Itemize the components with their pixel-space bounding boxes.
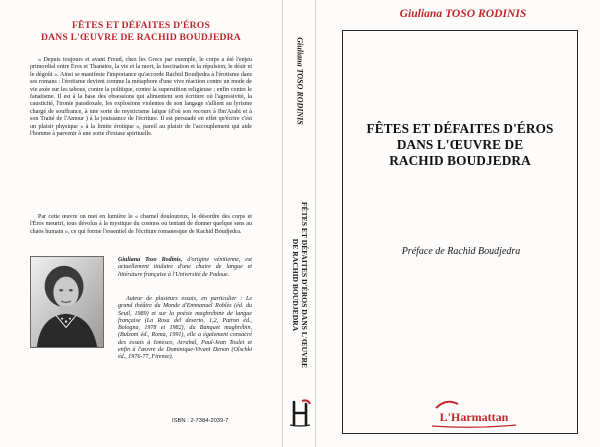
bio-author-name: Giuliana Toso Rodinis, xyxy=(118,257,183,263)
author-photo xyxy=(30,256,104,348)
publisher-name: L'Harmattan xyxy=(439,410,509,424)
front-frame xyxy=(342,30,578,434)
author-portrait-icon xyxy=(31,257,103,347)
back-cover-title xyxy=(30,20,252,44)
bio-intro-text: d'origine vénitienne, est actuellement titulaire d'une chaire de langue et littérature française à l'Université de Padoue. xyxy=(118,257,252,278)
spine-title-line-2: DE RACHID BOUDJEDRA xyxy=(291,238,300,332)
harmattan-h-logo-icon xyxy=(288,398,312,428)
author-bio-intro xyxy=(118,257,252,279)
publisher xyxy=(424,396,524,428)
back-cover-blurb: « Depuis toujours et avant Freud, chez les Grecs par exemple, le corps a été l'enjeu primordial entre Éros et Thanatos, la vie et la mort, la fascination et la répulsion, le désir et le dégoût ». Ainsi se manifeste l'importance qu'accorde Rachid Boudjedra à l'érotisme dans ses romans : l'érotisme devient comme la métaphore d'une vive réaction contre un mode de vie axée sur les tabous, contre la politique, contre la superstition religieuse ; enfin contre le fanatisme. Il est à la base des obsessions qui alimentent son écriture où l'agressivité, la causticité, l'ironie paradoxale, les explosions violentes de son langage s'allient au lyrisme chargé de souffrance, à une sorte de mysticisme laïque (d'où son recours à Ibn'Arabi et à son Traité de l'Amour ) à la jouissance de l'écriture. Il est persuadé en effet qu'écrire c'est un plaisir physique « à la limite érotique », pareil au plaisir de l'accouplement qui aide l'homme à parvenir à une sorte d'extase spirituelle. xyxy=(30,57,252,138)
isbn: ISBN : 2-7384-2039-7 xyxy=(172,418,229,424)
preface-credit: Préface de Rachid Boudjedra xyxy=(401,246,521,257)
front-author: Giuliana TOSO RODINIS xyxy=(399,7,527,20)
front-title-line-3: RACHID BOUDJEDRA xyxy=(389,153,531,168)
front-title-line-2: DANS L'ŒUVRE DE xyxy=(396,137,524,152)
spine-author: Giuliana TOSO RODINIS xyxy=(295,37,305,125)
spine-title xyxy=(291,202,309,368)
back-cover xyxy=(0,0,282,447)
back-title-line-2: DANS L'ŒUVRE DE RACHID BOUDJEDRA xyxy=(41,32,241,43)
spine-title-block xyxy=(286,180,314,390)
front-title-line-1: FÊTES ET DÉFAITES D'ÉROS xyxy=(366,121,554,136)
spine-author-block xyxy=(286,6,314,156)
spine xyxy=(282,0,316,447)
front-title xyxy=(350,121,570,169)
back-title-line-1: FÊTES ET DÉFAITES D'ÉROS xyxy=(71,20,210,31)
front-cover xyxy=(316,0,600,447)
back-cover-summary: Par cette œuvre on met en lumière le « charnel douloureux, le désordre des corps et l'Éros meurtri, tous dévolus à la mystique du cosmos ou tentant de donner quelque sens au chaos humain », ce qui forme l'essentiel de l'écriture romanesque de Rachid Boudjedra. xyxy=(30,214,252,235)
spine-title-line-1: FÊTES ET DÉFAITES D'ÉROS DANS L'ŒUVRE xyxy=(300,201,310,369)
author-bio-works: Auteur de plusieurs essais, en particulier : Le grand théâtre du Monde d'Emmanuel Roblès (éd. du Seuil, 1989) et sur la poésie maghrébine de langue française (La Rosa del deserto, 1,2, Patron éd., Bologna, 1978 et 1982), du Banquet maghrébin, (Bulzoni éd., Roma, 1991), elle a également consacré des essais à Ionesco, Arrabal, Paul-Jean Toulet et enfin à l'œuvre de Dominique-Vivant Denon (Olschki éd., 1976-77, Firenze). xyxy=(118,296,252,361)
